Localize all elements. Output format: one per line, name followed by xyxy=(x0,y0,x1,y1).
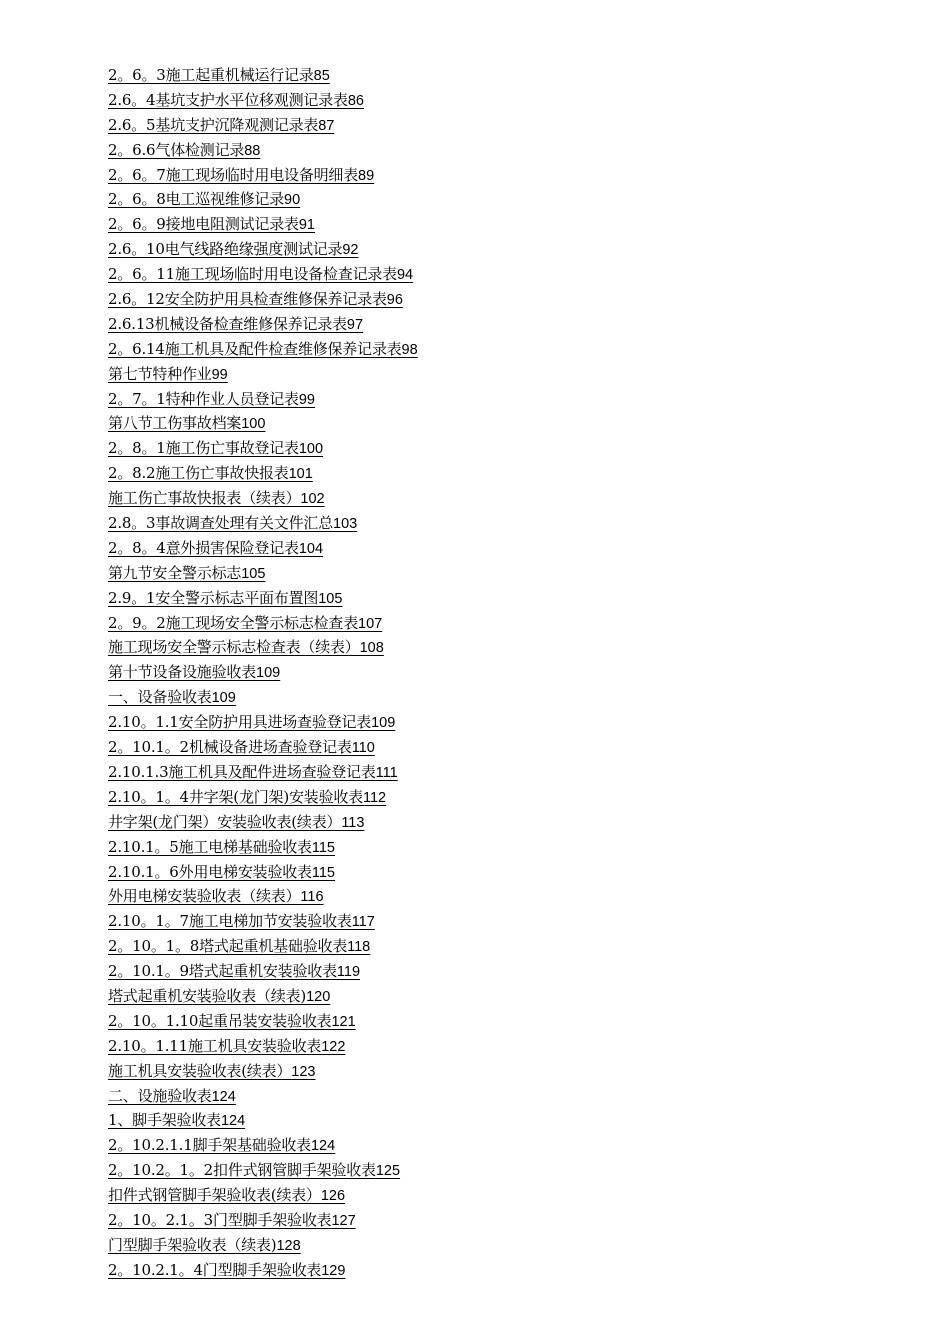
toc-entry-link[interactable] xyxy=(108,638,384,656)
toc-entry-link[interactable] xyxy=(108,987,330,1005)
toc-entry-link[interactable] xyxy=(108,464,313,482)
toc-entry xyxy=(108,486,908,511)
toc-entry-title: 第七节特种作业 xyxy=(108,364,212,383)
toc-entry-page-number: 90 xyxy=(284,192,301,209)
toc-entry-page-number: 99 xyxy=(298,391,315,408)
toc-entry-link[interactable] xyxy=(108,190,300,208)
toc-entry-title: 2。8.2施工伤亡事故快报表 xyxy=(108,464,289,483)
toc-entry-page-number: 102 xyxy=(300,491,325,508)
toc-entry-page-number: 104 xyxy=(298,540,324,557)
toc-entry-page-number: 89 xyxy=(358,167,375,184)
toc-entry-title: 2。7。1特种作业人员登记表 xyxy=(108,389,299,408)
toc-entry-page-number: 94 xyxy=(396,267,414,284)
toc-entry-title: 2。10。2.1。3门型脚手架验收表 xyxy=(108,1210,332,1229)
toc-entry xyxy=(108,860,908,885)
toc-entry-link[interactable] xyxy=(108,1236,301,1254)
toc-entry-page-number: 117 xyxy=(351,914,375,931)
toc-entry xyxy=(108,1009,908,1034)
toc-entry-link[interactable] xyxy=(108,539,323,557)
toc-entry-page-number: 88 xyxy=(244,142,261,159)
toc-entry xyxy=(108,884,908,909)
toc-entry xyxy=(108,1183,908,1208)
toc-entry-page-number: 118 xyxy=(347,939,371,956)
toc-entry-title: 门型脚手架验收表（续表) xyxy=(108,1235,277,1254)
toc-entry-link[interactable] xyxy=(108,763,398,781)
toc-entry-link[interactable] xyxy=(108,1136,335,1154)
toc-entry-title: 2.10。1。4井字架(龙门架)安装验收表 xyxy=(108,787,363,806)
toc-entry-title: 2。10.2.1.1脚手架基础验收表 xyxy=(108,1136,311,1155)
toc-entry-page-number: 113 xyxy=(341,814,365,831)
toc-entry xyxy=(108,1208,908,1233)
toc-entry-page-number: 99 xyxy=(211,366,228,383)
toc-entry-page-number: 108 xyxy=(359,640,384,657)
toc-entry-page-number: 122 xyxy=(321,1038,346,1055)
toc-entry-page-number: 105 xyxy=(318,590,343,607)
toc-entry xyxy=(108,113,908,138)
toc-entry-link[interactable] xyxy=(108,265,413,283)
toc-entry-title: 2.6。5基坑支护沉降观测记录表 xyxy=(108,115,319,134)
toc-entry-link[interactable] xyxy=(108,315,363,333)
toc-entry-page-number: 86 xyxy=(347,92,364,109)
toc-entry-link[interactable] xyxy=(108,390,315,408)
toc-entry-link[interactable] xyxy=(108,439,323,457)
toc-entry xyxy=(108,984,908,1009)
toc-entry-title: 2.10。1。7施工电梯加节安装验收表 xyxy=(108,912,352,931)
toc-entry xyxy=(108,1108,908,1133)
toc-entry-title: 外用电梯安装验收表（续表） xyxy=(108,887,301,906)
toc-entry-page-number: 119 xyxy=(336,964,361,981)
toc-entry xyxy=(108,710,908,735)
toc-entry-page-number: 101 xyxy=(288,466,313,483)
toc-entry-link[interactable] xyxy=(108,863,335,881)
toc-entry-link[interactable] xyxy=(108,788,386,806)
toc-entry-page-number: 98 xyxy=(401,341,418,358)
toc-entry-link[interactable] xyxy=(108,1111,245,1129)
toc-entry-link[interactable] xyxy=(108,738,375,756)
toc-entry-link[interactable] xyxy=(108,564,265,582)
toc-entry-title: 2。6。9接地电阻测试记录表 xyxy=(108,215,299,234)
toc-entry-page-number: 123 xyxy=(291,1063,316,1080)
toc-entry-title: 施工伤亡事故快报表（续表） xyxy=(108,489,301,508)
toc-entry-link[interactable] xyxy=(108,962,360,980)
toc-entry-title: 2.8。3事故调查处理有关文件汇总 xyxy=(108,514,333,533)
toc-entry xyxy=(108,411,908,436)
toc-entry-page-number: 125 xyxy=(375,1163,401,1180)
toc-entry-title: 2。6。7施工现场临时用电设备明细表 xyxy=(108,165,359,184)
toc-entry xyxy=(108,785,908,810)
toc-entry-page-number: 110 xyxy=(351,740,375,757)
toc-entry xyxy=(108,611,908,636)
toc-entry-page-number: 100 xyxy=(241,416,266,433)
toc-entry-link[interactable] xyxy=(108,240,358,258)
toc-entry-link[interactable] xyxy=(108,1161,400,1179)
toc-entry xyxy=(108,959,908,984)
toc-entry-page-number: 100 xyxy=(298,441,324,458)
toc-entry xyxy=(108,760,908,785)
toc-entry-title: 2.10。1.11施工机具安装验收表 xyxy=(108,1036,322,1055)
toc-entry xyxy=(108,88,908,113)
toc-entry-page-number: 112 xyxy=(363,789,387,806)
toc-entry-title: 2。6.6气体检测记录 xyxy=(108,140,245,159)
toc-entry-title: 2.6.13机械设备检查维修保养记录表 xyxy=(108,314,347,333)
toc-entry xyxy=(108,909,908,934)
toc-entry-page-number: 120 xyxy=(306,988,331,1005)
toc-entry-page-number: 124 xyxy=(211,1088,236,1105)
toc-entry-link[interactable] xyxy=(108,1037,345,1055)
toc-entry-title: 2.10.1。6外用电梯安装验收表 xyxy=(108,862,312,881)
toc-entry-link[interactable] xyxy=(108,414,265,432)
toc-entry-page-number: 111 xyxy=(375,764,398,781)
toc-entry-title: 第八节工伤事故档案 xyxy=(108,414,242,433)
toc-entry-title: 2。6。11施工现场临时用电设备检查记录表 xyxy=(108,265,397,284)
toc-entry-page-number: 115 xyxy=(311,864,335,881)
toc-entry xyxy=(108,212,908,237)
toc-entry-page-number: 107 xyxy=(358,615,383,632)
toc-entry-page-number: 91 xyxy=(298,217,315,234)
toc-entry-link[interactable] xyxy=(108,887,324,905)
toc-entry-link[interactable] xyxy=(108,365,228,383)
toc-entry-title: 2.10.1.3施工机具及配件进场查验登记表 xyxy=(108,762,376,781)
toc-entry-link[interactable] xyxy=(108,116,334,134)
toc-entry xyxy=(108,287,908,312)
toc-entry-title: 二、设施验收表 xyxy=(108,1086,212,1105)
toc-entry xyxy=(108,810,908,835)
toc-entry-page-number: 124 xyxy=(310,1138,336,1155)
toc-entry-title: 1、脚手架验收表 xyxy=(108,1111,221,1130)
toc-entry-link[interactable] xyxy=(108,215,315,233)
toc-entry-title: 2.6。4基坑支护水平位移观测记录表 xyxy=(108,90,348,109)
toc-entry xyxy=(108,163,908,188)
toc-entry-page-number: 109 xyxy=(211,690,236,707)
toc-entry xyxy=(108,1084,908,1109)
toc-entry-title: 2.10。1.1安全防护用具进场查验登记表 xyxy=(108,713,372,732)
toc-entry-title: 2。10。1。8塔式起重机基础验收表 xyxy=(108,937,348,956)
toc-entry-link[interactable] xyxy=(108,589,342,607)
toc-entry-page-number: 103 xyxy=(333,516,358,533)
toc-entry-title: 一、设备验收表 xyxy=(108,688,212,707)
toc-entry xyxy=(108,262,908,287)
toc-entry xyxy=(108,362,908,387)
toc-entry xyxy=(108,237,908,262)
toc-entry xyxy=(108,387,908,412)
toc-entry-title: 2。10.2。1。2扣件式钢管脚手架验收表 xyxy=(108,1161,376,1180)
toc-entry-title: 2。8。1施工伤亡事故登记表 xyxy=(108,439,299,458)
toc-entry-title: 2。6。3施工起重机械运行记录 xyxy=(108,66,314,84)
toc-entry-link[interactable] xyxy=(108,1186,345,1204)
toc-entry xyxy=(108,337,908,362)
toc-entry xyxy=(108,635,908,660)
toc-entry-link[interactable] xyxy=(108,91,364,109)
toc-entry xyxy=(108,1233,908,1258)
toc-entry-title: 第九节安全警示标志 xyxy=(108,563,242,582)
toc-entry-link[interactable] xyxy=(108,489,325,507)
toc-entry-page-number: 105 xyxy=(241,565,266,582)
toc-entry xyxy=(108,63,908,88)
toc-entry-page-number: 85 xyxy=(313,68,330,84)
toc-entry-link[interactable] xyxy=(108,141,260,159)
toc-entry-title: 2。8。4意外损害保险登记表 xyxy=(108,538,299,557)
toc-entry-title: 2.9。1安全警示标志平面布置图 xyxy=(108,588,319,607)
toc-entry xyxy=(108,735,908,760)
toc-entry-page-number: 124 xyxy=(220,1113,246,1130)
toc-entry xyxy=(108,561,908,586)
toc-entry xyxy=(108,586,908,611)
toc-entry xyxy=(108,461,908,486)
toc-entry-link[interactable] xyxy=(108,66,330,84)
table-of-contents xyxy=(108,63,908,1283)
toc-entry-title: 2。6.14施工机具及配件检查维修保养记录表 xyxy=(108,339,402,358)
toc-entry-title: 2。9。2施工现场安全警示标志检查表 xyxy=(108,613,359,632)
toc-entry-page-number: 87 xyxy=(318,117,335,134)
toc-entry-page-number: 126 xyxy=(320,1188,346,1205)
toc-entry xyxy=(108,1158,908,1183)
toc-entry xyxy=(108,1258,908,1283)
toc-entry-link[interactable] xyxy=(108,1261,345,1279)
toc-entry-title: 2.6。10电气线路绝缘强度测试记录 xyxy=(108,240,343,259)
toc-entry-title: 扣件式钢管脚手架验收表(续表） xyxy=(108,1186,321,1205)
toc-entry-link[interactable] xyxy=(108,514,357,532)
toc-entry-link[interactable] xyxy=(108,663,280,681)
toc-entry-title: 井字架(龙门架）安装验收表(续表） xyxy=(108,812,342,831)
toc-entry-title: 第十节设备设施验收表 xyxy=(108,663,257,682)
toc-entry-page-number: 109 xyxy=(371,715,396,732)
toc-page xyxy=(108,63,908,1283)
toc-entry-page-number: 115 xyxy=(311,839,335,856)
toc-entry-title: 2。6。8电工巡视维修记录 xyxy=(108,190,285,209)
toc-entry-link[interactable] xyxy=(108,1062,315,1080)
toc-entry-link[interactable] xyxy=(108,813,364,831)
toc-entry-title: 2。10.1。9塔式起重机安装验收表 xyxy=(108,962,337,981)
toc-entry-link[interactable] xyxy=(108,1211,356,1229)
toc-entry-link[interactable] xyxy=(108,838,335,856)
toc-entry-title: 施工机具安装验收表(续表） xyxy=(108,1061,292,1080)
toc-entry xyxy=(108,835,908,860)
toc-entry xyxy=(108,312,908,337)
toc-entry-title: 2。10.1。2机械设备进场查验登记表 xyxy=(108,738,352,757)
toc-entry xyxy=(108,536,908,561)
toc-entry-link[interactable] xyxy=(108,713,395,731)
toc-entry-title: 施工现场安全警示标志检查表（续表） xyxy=(108,638,360,657)
toc-entry-page-number: 121 xyxy=(331,1013,356,1030)
toc-entry-title: 2。10。1.10起重吊装安装验收表 xyxy=(108,1011,332,1030)
toc-entry xyxy=(108,934,908,959)
toc-entry-link[interactable] xyxy=(108,688,236,706)
toc-entry xyxy=(108,660,908,685)
toc-entry-link[interactable] xyxy=(108,937,370,955)
toc-entry-page-number: 96 xyxy=(386,292,403,309)
toc-entry-link[interactable] xyxy=(108,1012,356,1030)
toc-entry-title: 2。10.2.1。4门型脚手架验收表 xyxy=(108,1260,322,1279)
toc-entry xyxy=(108,511,908,536)
toc-entry-page-number: 109 xyxy=(256,665,281,682)
toc-entry-link[interactable] xyxy=(108,1087,236,1105)
toc-entry-link[interactable] xyxy=(108,166,374,184)
toc-entry xyxy=(108,138,908,163)
toc-entry-link[interactable] xyxy=(108,614,382,632)
toc-entry xyxy=(108,1133,908,1158)
toc-entry xyxy=(108,685,908,710)
toc-entry-page-number: 129 xyxy=(321,1262,346,1279)
toc-entry xyxy=(108,436,908,461)
toc-entry-link[interactable] xyxy=(108,340,418,358)
toc-entry-page-number: 128 xyxy=(276,1237,301,1254)
toc-entry-page-number: 116 xyxy=(300,889,324,906)
toc-entry xyxy=(108,1034,908,1059)
toc-entry-title: 2.6。12安全防护用具检查维修保养记录表 xyxy=(108,290,387,309)
toc-entry-title: 塔式起重机安装验收表（续表) xyxy=(108,986,307,1005)
toc-entry-link[interactable] xyxy=(108,912,375,930)
toc-entry-title: 2.10.1。5施工电梯基础验收表 xyxy=(108,837,312,856)
toc-entry-page-number: 92 xyxy=(342,242,359,259)
toc-entry-link[interactable] xyxy=(108,290,403,308)
toc-entry xyxy=(108,187,908,212)
toc-entry-page-number: 97 xyxy=(346,316,364,333)
toc-entry-page-number: 127 xyxy=(331,1212,356,1229)
toc-entry xyxy=(108,1059,908,1084)
